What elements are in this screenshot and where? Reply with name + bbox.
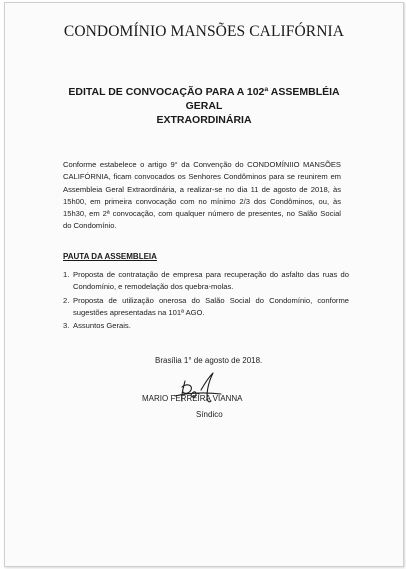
agenda-item-text: Proposta de utilização onerosa do Salão Social do Condomínio, conforme sugestões apresentadas na 101ª AGO.: [73, 295, 349, 317]
agenda-item-text: Proposta de contratação de empresa para recuperação do asfalto das ruas do Condomínio, e remodelação dos quebra-molas.: [73, 270, 349, 292]
letterhead-title: CONDOMÍNIO MANSÕES CALIFÓRNIA: [63, 23, 345, 40]
agenda-item-number: 1.: [63, 270, 70, 279]
agenda-item-text: Assuntos Gerais.: [73, 321, 131, 331]
agenda-list: [63, 269, 349, 333]
agenda-item: [63, 320, 349, 332]
handwritten-signature: [163, 363, 233, 413]
agenda-item: [63, 295, 349, 320]
place-and-date: Brasília 1° de agosto de 2018.: [155, 356, 263, 365]
notice-title: [53, 85, 355, 127]
notice-body: Conforme estabelece o artigo 9° da Convenção do CONDOMÍNIIO MANSÕES CALIFÓRNIA, ficam convocados os Senhores Condôminos para se reunirem em Assembleia Geral Extraordinária, a realizar-se no dia 11 de agosto de 2018, às 15h00, em primeira convocação com no mínimo 2/3 dos Condôminos, ou, às 15h30, em 2ª convocação, com qualquer número de presentes, no Salão Social do Condomínio.: [63, 160, 341, 231]
signer-role: Síndico: [196, 410, 223, 419]
notice-title-line-2: EXTRAORDINÁRIA: [156, 114, 252, 126]
signer-name: MARIO FERREIRA VIANNA: [142, 394, 243, 403]
document-page: [4, 2, 404, 567]
agenda-item-number: 3.: [63, 321, 70, 331]
agenda-item-number: 2.: [63, 295, 70, 305]
notice-title-line-1: EDITAL DE CONVOCAÇÃO PARA A 102ª ASSEMBLÉIA GERAL: [68, 86, 340, 112]
agenda-item: [63, 269, 349, 294]
agenda-title: PAUTA DA ASSEMBLEIA: [63, 252, 157, 261]
